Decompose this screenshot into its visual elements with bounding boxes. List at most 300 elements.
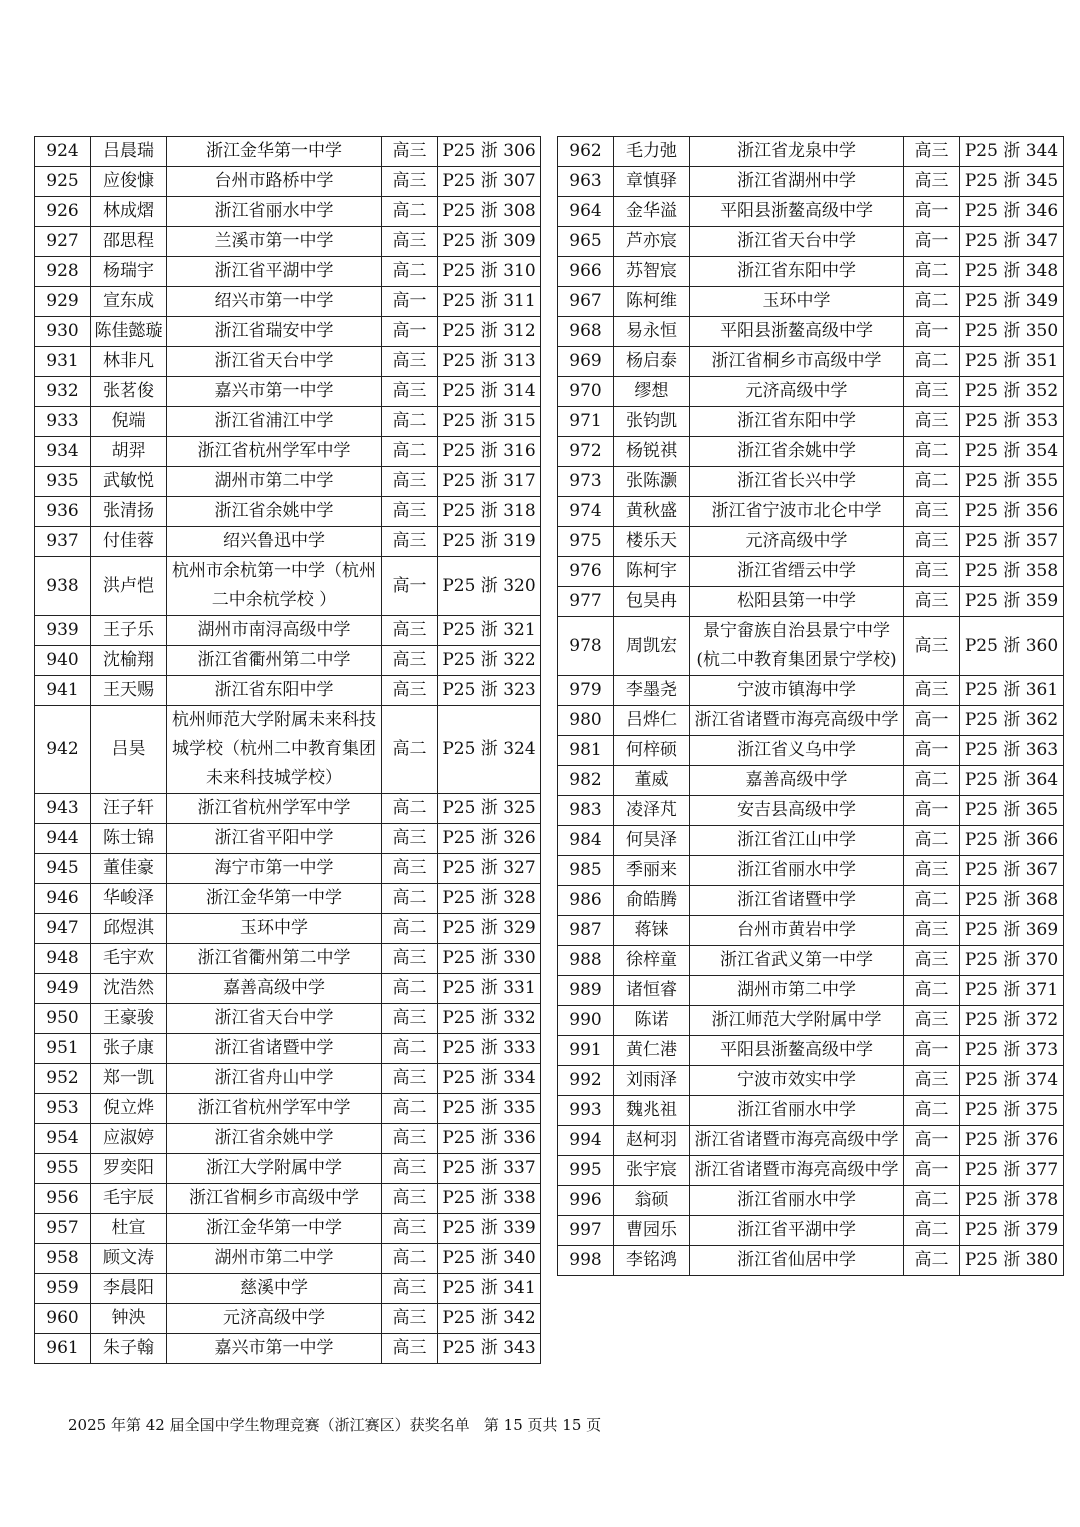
grade-cell: 高二 <box>904 287 960 317</box>
rank-cell: 952 <box>35 1064 91 1094</box>
rank-cell: 995 <box>558 1156 614 1186</box>
name-cell: 周凯宏 <box>614 617 690 676</box>
name-cell: 翁硕 <box>614 1186 690 1216</box>
table-row <box>558 437 1064 467</box>
rank-cell: 973 <box>558 467 614 497</box>
award-table-right-body <box>558 137 1064 1276</box>
grade-cell: 高一 <box>904 1156 960 1186</box>
grade-cell: 高二 <box>904 437 960 467</box>
rank-cell: 942 <box>35 706 91 794</box>
award-code-cell: P25 浙 372 <box>960 1006 1064 1036</box>
grade-cell: 高一 <box>904 736 960 766</box>
grade-cell: 高三 <box>904 916 960 946</box>
school-cell: 浙江省衢州第二中学 <box>167 646 382 676</box>
name-cell: 毛力弛 <box>614 137 690 167</box>
award-code-cell: P25 浙 370 <box>960 946 1064 976</box>
grade-cell: 高一 <box>382 557 438 616</box>
school-cell: 元济高级中学 <box>690 377 904 407</box>
grade-cell: 高二 <box>382 706 438 794</box>
footer-page-number: 第 15 页共 15 页 <box>483 1416 602 1434</box>
award-code-cell: P25 浙 306 <box>438 137 541 167</box>
table-row <box>558 676 1064 706</box>
award-code-cell: P25 浙 316 <box>438 437 541 467</box>
table-row <box>35 676 541 706</box>
award-code-cell: P25 浙 351 <box>960 347 1064 377</box>
award-code-cell: P25 浙 310 <box>438 257 541 287</box>
school-cell: 浙江省瑞安中学 <box>167 317 382 347</box>
name-cell: 诸恒睿 <box>614 976 690 1006</box>
rank-cell: 953 <box>35 1094 91 1124</box>
name-cell: 武敏悦 <box>91 467 167 497</box>
award-code-cell: P25 浙 307 <box>438 167 541 197</box>
rank-cell: 992 <box>558 1066 614 1096</box>
grade-cell: 高二 <box>382 1034 438 1064</box>
name-cell: 应俊慷 <box>91 167 167 197</box>
table-row <box>35 257 541 287</box>
school-cell: 浙江金华第一中学 <box>167 137 382 167</box>
award-code-cell: P25 浙 342 <box>438 1304 541 1334</box>
name-cell: 吕烨仁 <box>614 706 690 736</box>
rank-cell: 976 <box>558 557 614 587</box>
rank-cell: 988 <box>558 946 614 976</box>
rank-cell: 950 <box>35 1004 91 1034</box>
award-code-cell: P25 浙 313 <box>438 347 541 377</box>
table-row <box>558 1006 1064 1036</box>
rank-cell: 996 <box>558 1186 614 1216</box>
table-row <box>35 1214 541 1244</box>
award-code-cell: P25 浙 360 <box>960 617 1064 676</box>
grade-cell: 高三 <box>904 946 960 976</box>
school-cell: 浙江省龙泉中学 <box>690 137 904 167</box>
table-row <box>558 377 1064 407</box>
award-code-cell: P25 浙 367 <box>960 856 1064 886</box>
school-cell: 浙江省舟山中学 <box>167 1064 382 1094</box>
school-cell: 浙江省丽水中学 <box>690 1186 904 1216</box>
grade-cell: 高二 <box>382 1244 438 1274</box>
rank-cell: 934 <box>35 437 91 467</box>
grade-cell: 高二 <box>904 347 960 377</box>
table-row <box>558 1186 1064 1216</box>
grade-cell: 高三 <box>382 854 438 884</box>
rank-cell: 984 <box>558 826 614 856</box>
name-cell: 易永恒 <box>614 317 690 347</box>
name-cell: 俞皓腾 <box>614 886 690 916</box>
table-row <box>558 1036 1064 1066</box>
grade-cell: 高三 <box>382 1064 438 1094</box>
rank-cell: 959 <box>35 1274 91 1304</box>
award-code-cell: P25 浙 328 <box>438 884 541 914</box>
grade-cell: 高三 <box>904 1066 960 1096</box>
table-row <box>558 736 1064 766</box>
grade-cell: 高一 <box>904 796 960 826</box>
school-cell: 浙江省诸暨市海亮高级中学 <box>690 1126 904 1156</box>
rank-cell: 946 <box>35 884 91 914</box>
table-row <box>35 167 541 197</box>
school-cell: 慈溪中学 <box>167 1274 382 1304</box>
grade-cell: 高二 <box>904 467 960 497</box>
table-row <box>558 347 1064 377</box>
award-code-cell: P25 浙 331 <box>438 974 541 1004</box>
rank-cell: 930 <box>35 317 91 347</box>
name-cell: 凌泽芃 <box>614 796 690 826</box>
table-row <box>558 916 1064 946</box>
school-cell: 浙江金华第一中学 <box>167 1214 382 1244</box>
award-code-cell: P25 浙 329 <box>438 914 541 944</box>
table-row <box>558 497 1064 527</box>
grade-cell: 高三 <box>382 1004 438 1034</box>
school-cell: 宁波市镇海中学 <box>690 676 904 706</box>
award-code-cell: P25 浙 368 <box>960 886 1064 916</box>
rank-cell: 979 <box>558 676 614 706</box>
grade-cell: 高二 <box>904 976 960 1006</box>
table-row <box>35 616 541 646</box>
grade-cell: 高三 <box>904 1006 960 1036</box>
grade-cell: 高三 <box>904 676 960 706</box>
grade-cell: 高三 <box>382 944 438 974</box>
table-row <box>558 1156 1064 1186</box>
rank-cell: 945 <box>35 854 91 884</box>
table-row <box>35 1334 541 1364</box>
school-cell: 浙江省诸暨中学 <box>690 886 904 916</box>
school-cell: 浙江大学附属中学 <box>167 1154 382 1184</box>
table-row <box>35 287 541 317</box>
rank-cell: 972 <box>558 437 614 467</box>
grade-cell: 高三 <box>904 137 960 167</box>
award-code-cell: P25 浙 371 <box>960 976 1064 1006</box>
award-code-cell: P25 浙 378 <box>960 1186 1064 1216</box>
table-row <box>35 557 541 616</box>
table-row <box>558 1216 1064 1246</box>
award-table-right <box>557 136 1064 1276</box>
school-cell: 浙江省东阳中学 <box>167 676 382 706</box>
name-cell: 陈诺 <box>614 1006 690 1036</box>
table-row <box>558 946 1064 976</box>
school-cell: 浙江省宁波市北仑中学 <box>690 497 904 527</box>
name-cell: 顾文涛 <box>91 1244 167 1274</box>
rank-cell: 978 <box>558 617 614 676</box>
grade-cell: 高三 <box>382 497 438 527</box>
school-cell: 杭州市余杭第一中学（杭州二中余杭学校 ） <box>167 557 382 616</box>
name-cell: 郑一凯 <box>91 1064 167 1094</box>
grade-cell: 高二 <box>382 407 438 437</box>
award-code-cell: P25 浙 309 <box>438 227 541 257</box>
table-row <box>35 914 541 944</box>
rank-cell: 980 <box>558 706 614 736</box>
rank-cell: 986 <box>558 886 614 916</box>
name-cell: 李墨尧 <box>614 676 690 706</box>
grade-cell: 高一 <box>904 227 960 257</box>
school-cell: 嘉兴市第一中学 <box>167 377 382 407</box>
award-code-cell: P25 浙 348 <box>960 257 1064 287</box>
name-cell: 董威 <box>614 766 690 796</box>
award-code-cell: P25 浙 350 <box>960 317 1064 347</box>
school-cell: 浙江省缙云中学 <box>690 557 904 587</box>
rank-cell: 983 <box>558 796 614 826</box>
grade-cell: 高三 <box>382 167 438 197</box>
rank-cell: 931 <box>35 347 91 377</box>
school-cell: 浙江省平阳中学 <box>167 824 382 854</box>
award-code-cell: P25 浙 364 <box>960 766 1064 796</box>
award-code-cell: P25 浙 341 <box>438 1274 541 1304</box>
rank-cell: 958 <box>35 1244 91 1274</box>
name-cell: 罗奕阳 <box>91 1154 167 1184</box>
name-cell: 李铭鸿 <box>614 1246 690 1276</box>
name-cell: 楼乐天 <box>614 527 690 557</box>
rank-cell: 936 <box>35 497 91 527</box>
rank-cell: 929 <box>35 287 91 317</box>
table-row <box>558 527 1064 557</box>
name-cell: 季丽来 <box>614 856 690 886</box>
table-row <box>558 137 1064 167</box>
award-code-cell: P25 浙 345 <box>960 167 1064 197</box>
name-cell: 章慎驿 <box>614 167 690 197</box>
table-row <box>35 706 541 794</box>
rank-cell: 941 <box>35 676 91 706</box>
school-cell: 浙江省诸暨市海亮高级中学 <box>690 1156 904 1186</box>
award-code-cell: P25 浙 365 <box>960 796 1064 826</box>
name-cell: 毛宇欢 <box>91 944 167 974</box>
rank-cell: 925 <box>35 167 91 197</box>
name-cell: 吕晨瑞 <box>91 137 167 167</box>
grade-cell: 高二 <box>904 766 960 796</box>
grade-cell: 高三 <box>382 676 438 706</box>
school-cell: 浙江省东阳中学 <box>690 257 904 287</box>
grade-cell: 高一 <box>904 1126 960 1156</box>
grade-cell: 高二 <box>904 1216 960 1246</box>
name-cell: 张茗俊 <box>91 377 167 407</box>
table-row <box>558 1246 1064 1276</box>
school-cell: 浙江省浦江中学 <box>167 407 382 437</box>
name-cell: 张宇宸 <box>614 1156 690 1186</box>
rank-cell: 994 <box>558 1126 614 1156</box>
rank-cell: 993 <box>558 1096 614 1126</box>
name-cell: 倪端 <box>91 407 167 437</box>
rank-cell: 962 <box>558 137 614 167</box>
table-row <box>35 377 541 407</box>
name-cell: 吕昊 <box>91 706 167 794</box>
name-cell: 沈浩然 <box>91 974 167 1004</box>
award-code-cell: P25 浙 334 <box>438 1064 541 1094</box>
name-cell: 曹园乐 <box>614 1216 690 1246</box>
table-row <box>35 1184 541 1214</box>
name-cell: 缪想 <box>614 377 690 407</box>
rank-cell: 961 <box>35 1334 91 1364</box>
table-row <box>35 824 541 854</box>
school-cell: 玉环中学 <box>690 287 904 317</box>
grade-cell: 高三 <box>382 527 438 557</box>
grade-cell: 高三 <box>382 1334 438 1364</box>
table-row <box>35 1004 541 1034</box>
rank-cell: 939 <box>35 616 91 646</box>
award-code-cell: P25 浙 320 <box>438 557 541 616</box>
grade-cell: 高三 <box>904 407 960 437</box>
school-cell: 杭州师范大学附属未来科技城学校（杭州二中教育集团未来科技城学校） <box>167 706 382 794</box>
award-code-cell: P25 浙 361 <box>960 676 1064 706</box>
grade-cell: 高三 <box>382 1214 438 1244</box>
school-cell: 元济高级中学 <box>690 527 904 557</box>
award-code-cell: P25 浙 340 <box>438 1244 541 1274</box>
award-code-cell: P25 浙 374 <box>960 1066 1064 1096</box>
school-cell: 台州市路桥中学 <box>167 167 382 197</box>
name-cell: 王豪骏 <box>91 1004 167 1034</box>
grade-cell: 高一 <box>904 706 960 736</box>
grade-cell: 高三 <box>904 617 960 676</box>
school-cell: 平阳县浙鳌高级中学 <box>690 197 904 227</box>
table-row <box>35 1034 541 1064</box>
table-row <box>35 1154 541 1184</box>
grade-cell: 高一 <box>904 317 960 347</box>
rank-cell: 989 <box>558 976 614 1006</box>
name-cell: 王天赐 <box>91 676 167 706</box>
table-row <box>558 317 1064 347</box>
rank-cell: 937 <box>35 527 91 557</box>
name-cell: 陈士锦 <box>91 824 167 854</box>
rank-cell: 970 <box>558 377 614 407</box>
award-code-cell: P25 浙 369 <box>960 916 1064 946</box>
school-cell: 浙江省天台中学 <box>167 347 382 377</box>
award-code-cell: P25 浙 325 <box>438 794 541 824</box>
rank-cell: 965 <box>558 227 614 257</box>
rank-cell: 938 <box>35 557 91 616</box>
grade-cell: 高一 <box>904 1036 960 1066</box>
school-cell: 浙江省余姚中学 <box>167 497 382 527</box>
name-cell: 黄秋盛 <box>614 497 690 527</box>
award-code-cell: P25 浙 377 <box>960 1156 1064 1186</box>
award-code-cell: P25 浙 358 <box>960 557 1064 587</box>
name-cell: 汪子轩 <box>91 794 167 824</box>
table-row <box>35 1124 541 1154</box>
school-cell: 浙江金华第一中学 <box>167 884 382 914</box>
school-cell: 元济高级中学 <box>167 1304 382 1334</box>
rank-cell: 944 <box>35 824 91 854</box>
school-cell: 浙江省衢州第二中学 <box>167 944 382 974</box>
page-footer <box>68 1414 601 1435</box>
award-code-cell: P25 浙 338 <box>438 1184 541 1214</box>
school-cell: 湖州市第二中学 <box>167 467 382 497</box>
table-row <box>558 557 1064 587</box>
school-cell: 浙江省桐乡市高级中学 <box>690 347 904 377</box>
school-cell: 浙江省桐乡市高级中学 <box>167 1184 382 1214</box>
name-cell: 董佳豪 <box>91 854 167 884</box>
table-row <box>35 407 541 437</box>
grade-cell: 高二 <box>904 1096 960 1126</box>
rank-cell: 951 <box>35 1034 91 1064</box>
name-cell: 魏兆祖 <box>614 1096 690 1126</box>
school-cell: 浙江省湖州中学 <box>690 167 904 197</box>
rank-cell: 987 <box>558 916 614 946</box>
table-row <box>558 1126 1064 1156</box>
school-cell: 台州市黄岩中学 <box>690 916 904 946</box>
grade-cell: 高三 <box>382 1304 438 1334</box>
name-cell: 宣东成 <box>91 287 167 317</box>
rank-cell: 968 <box>558 317 614 347</box>
table-row <box>558 407 1064 437</box>
rank-cell: 947 <box>35 914 91 944</box>
school-cell: 浙江省杭州学军中学 <box>167 437 382 467</box>
table-row <box>35 646 541 676</box>
award-code-cell: P25 浙 373 <box>960 1036 1064 1066</box>
rank-cell: 957 <box>35 1214 91 1244</box>
table-row <box>35 137 541 167</box>
school-cell: 浙江省天台中学 <box>167 1004 382 1034</box>
award-code-cell: P25 浙 337 <box>438 1154 541 1184</box>
table-row <box>35 1094 541 1124</box>
grade-cell: 高三 <box>382 467 438 497</box>
name-cell: 沈榆翔 <box>91 646 167 676</box>
table-row <box>558 886 1064 916</box>
name-cell: 邱煜淇 <box>91 914 167 944</box>
school-cell: 绍兴鲁迅中学 <box>167 527 382 557</box>
grade-cell: 高三 <box>382 347 438 377</box>
award-code-cell: P25 浙 323 <box>438 676 541 706</box>
name-cell: 张子康 <box>91 1034 167 1064</box>
name-cell: 杜宣 <box>91 1214 167 1244</box>
award-code-cell: P25 浙 322 <box>438 646 541 676</box>
rank-cell: 933 <box>35 407 91 437</box>
table-row <box>35 227 541 257</box>
school-cell: 浙江省丽水中学 <box>690 856 904 886</box>
school-cell: 宁波市效实中学 <box>690 1066 904 1096</box>
table-row <box>35 497 541 527</box>
school-cell: 湖州市第二中学 <box>690 976 904 1006</box>
award-code-cell: P25 浙 363 <box>960 736 1064 766</box>
name-cell: 张陈灏 <box>614 467 690 497</box>
award-code-cell: P25 浙 321 <box>438 616 541 646</box>
table-row <box>558 587 1064 617</box>
name-cell: 毛宇辰 <box>91 1184 167 1214</box>
award-code-cell: P25 浙 380 <box>960 1246 1064 1276</box>
school-cell: 浙江省丽水中学 <box>167 197 382 227</box>
grade-cell: 高二 <box>382 1094 438 1124</box>
grade-cell: 高三 <box>904 167 960 197</box>
award-code-cell: P25 浙 332 <box>438 1004 541 1034</box>
award-code-cell: P25 浙 330 <box>438 944 541 974</box>
award-code-cell: P25 浙 308 <box>438 197 541 227</box>
school-cell: 浙江省诸暨市海亮高级中学 <box>690 706 904 736</box>
rank-cell: 949 <box>35 974 91 1004</box>
award-code-cell: P25 浙 318 <box>438 497 541 527</box>
rank-cell: 971 <box>558 407 614 437</box>
award-code-cell: P25 浙 314 <box>438 377 541 407</box>
table-row <box>35 437 541 467</box>
name-cell: 林非凡 <box>91 347 167 377</box>
name-cell: 何昊泽 <box>614 826 690 856</box>
grade-cell: 高三 <box>382 1154 438 1184</box>
award-code-cell: P25 浙 327 <box>438 854 541 884</box>
rank-cell: 954 <box>35 1124 91 1154</box>
grade-cell: 高二 <box>904 257 960 287</box>
table-row <box>558 227 1064 257</box>
table-row <box>35 854 541 884</box>
school-cell: 浙江省杭州学军中学 <box>167 1094 382 1124</box>
name-cell: 蒋铼 <box>614 916 690 946</box>
school-cell: 浙江省余姚中学 <box>690 437 904 467</box>
award-code-cell: P25 浙 353 <box>960 407 1064 437</box>
grade-cell: 高二 <box>382 197 438 227</box>
table-row <box>558 197 1064 227</box>
name-cell: 芦亦宸 <box>614 227 690 257</box>
school-cell: 浙江省丽水中学 <box>690 1096 904 1126</box>
grade-cell: 高三 <box>382 824 438 854</box>
grade-cell: 高三 <box>904 587 960 617</box>
name-cell: 李晨阳 <box>91 1274 167 1304</box>
rank-cell: 981 <box>558 736 614 766</box>
school-cell: 兰溪市第一中学 <box>167 227 382 257</box>
school-cell: 湖州市南浔高级中学 <box>167 616 382 646</box>
rank-cell: 940 <box>35 646 91 676</box>
table-row <box>35 1304 541 1334</box>
award-code-cell: P25 浙 339 <box>438 1214 541 1244</box>
